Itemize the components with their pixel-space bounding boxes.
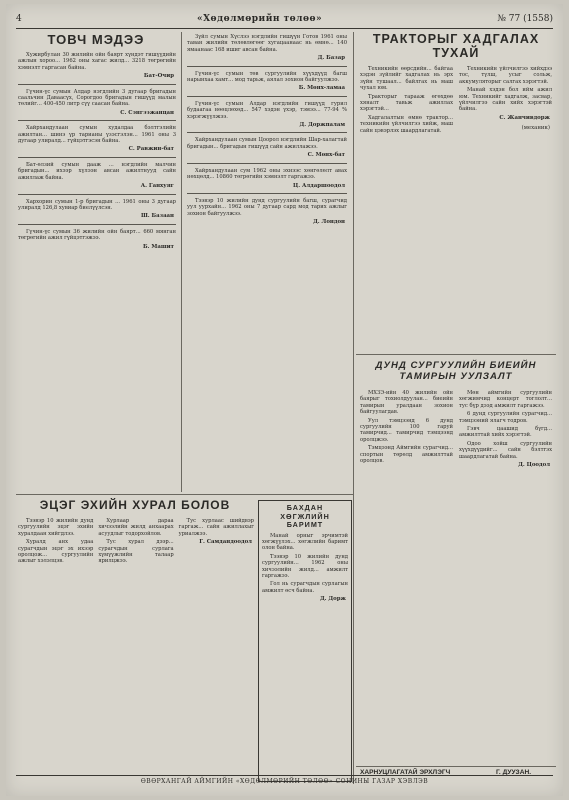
article-author: Г. Самдандоодол xyxy=(199,539,252,546)
divider xyxy=(187,66,347,67)
article-paragraph: Тээвэр 10 жилийн дунд сургуулийн эцэг эхийн хуралдаан хийгдлээ. xyxy=(18,518,94,537)
news-item: Хужирбулан 30 жилийн ойн баярт хүндэт гишүүдийн ажлын хороо... 1962 оны хагас жилд... 3218 төгрөгийн хэмнэлт гаргасан байна. xyxy=(18,52,176,71)
article-paragraph: Мөн аймгийн сургуулийн хөгжимчид концерт тоглолт... тус бүр дээд амжилт гаргажээ. xyxy=(459,390,552,409)
page-footer: ӨВӨРХАНГАЙ АЙМГИЙН «ХӨДӨЛМӨРИЙН ТӨЛӨӨ» СОНИНЫ ГАЗАР ХЭВЛЭВ xyxy=(16,775,553,788)
news-item: Тээвэр 10 жилийн дунд сургуулийн багш, сурагчид уул уурхайн... 1962 оны 7 дугаар сард мод тарих ажлыг зохион байгуулжээ. xyxy=(187,197,347,217)
column-rule xyxy=(353,32,354,784)
article-author: Д. Дорж xyxy=(319,596,346,603)
article-paragraph: Манай орныг эрчимтэй хөгжүүлэх... хөгжлийн баримт олон байна. xyxy=(262,532,348,552)
tovch-medee-column xyxy=(18,52,176,490)
newspaper-title: «Хөдөлмөрийн төлөө» xyxy=(196,14,323,24)
news-item: Гүчин-үс сумын Алдар нэгдлийн 3 дугаар бригадын саальчин Даваасүх, Сорогдоо бригадын гишүүд малын төлийг... 400-450 литр сүү саасан байна. xyxy=(18,88,176,108)
news-item: Зүйл сумын Хүслээ нэгдлийн гишүүн Готов 1961 оны таван жилийн төлөвлөгөөг хугацаанаас нь өмнө... 140 ямаанаас 168 ишиг авсан байна. xyxy=(187,34,347,53)
divider xyxy=(18,224,176,225)
middle-news-column xyxy=(187,34,347,490)
article-paragraph: Тэмцээнд Аймгийн сурагчид... спортын төрөлд амжилттай оролцов. xyxy=(360,445,453,465)
news-author: С. Мөнх-бат xyxy=(307,152,345,159)
article-paragraph: МХЗЭ-ийн 40 жилийн ойн баярыг тохиолдуулан... биеийн тамирын уралдаан зохион байгуулагдав. xyxy=(360,390,453,416)
news-author: С. Сэнгээжанцан xyxy=(120,109,174,116)
news-item: Хайрхандулаан сумын Цоорол нэгдлийн Шар-халагтай бригадын... бригадын гишүүд сайн ажиллажээ. xyxy=(187,137,347,150)
news-author: Бат-Очир xyxy=(143,73,174,80)
article-paragraph: Хадгалалтын өмнө трактор... техникийн үйлчилгээ хийж, маш сайн цэвэрлэх шаардлагатай. xyxy=(360,114,453,134)
news-author: Ц. Алдаршоодол xyxy=(293,182,345,189)
article-paragraph: Манай хэдэн бол ийм ажил юм. Техникийг хадгалж, засвар, үйлчилгээ сайн хийх хэрэгтэй байна. xyxy=(459,87,552,113)
school-article-title: ДУНД СУРГУУЛИЙН БИЕИЙН ТАМИРЫН УУЛЗАЛТ xyxy=(375,360,537,382)
article-author-role: (механик) xyxy=(521,125,550,132)
news-author: Ш. Базаан xyxy=(140,213,174,220)
eaeg-article-body xyxy=(18,518,254,780)
news-author: Д. Базар xyxy=(317,55,345,62)
article-paragraph: Тээвэр 10 жилийн дунд сургуулийн... 1962 оны хичээлийн жилд... амжилт гаргажээ. xyxy=(262,553,348,579)
article-paragraph: Хурлаар дараа хичээлийн жилд анхаарах асуудлыг тодорхойлов. xyxy=(98,518,174,537)
section-rule xyxy=(356,354,556,355)
news-author: Б. Мөнх-ламаа xyxy=(298,85,345,92)
article-author: С. Жанчивдорж xyxy=(499,114,550,121)
divider xyxy=(187,193,347,194)
news-item: Гүчин-үс сумын төв сургуулийн хүүхдүүд багш нарынхаа хамт... мод тарьж, аялал зохион байгуулжээ. xyxy=(187,70,347,84)
article-paragraph: Хуралд анх удаа сурагчдын эцэг эх ихээр оролцож... сургуулийн ажлыг хэлэлцэв. xyxy=(18,539,94,565)
divider xyxy=(187,132,347,133)
article-paragraph: Одоо хойш сургуулийн хүүхдүүдийг... сайн бэлтгэх шаардлагатай байна. xyxy=(459,440,552,460)
article-paragraph: Тус хурал дээр... сурагчдын сурлага хүмүүжлийн талаар ярилцжээ. xyxy=(98,539,174,565)
article-paragraph: Техникийн үйлчилгээ хийхдээ тос, түлш, усыг сольж, аккумуляторыг салгах хэрэгтэй. xyxy=(459,66,552,85)
divider xyxy=(18,84,176,85)
news-author: С. Равжин-бат xyxy=(128,146,174,153)
article-paragraph: 6 дунд сургуулийн сурагчид... тэмцээний ялагч тодров. xyxy=(459,411,552,424)
tractor-article-body xyxy=(360,66,552,366)
news-item: Хайрхандулаан сумын худалдаа бэлтгэлийн ажилтан... шинэ үр тарианы үзэсгэлэн... 1961 оны 3 дугаар улиралд... гүйцэтгэсэн байна. xyxy=(18,125,176,145)
divider xyxy=(187,163,347,164)
section-rule xyxy=(16,494,353,495)
page-header xyxy=(16,12,553,29)
editor-label: ХАРНУЦЛАГАТАЙ ЭРХЛЭГЧ xyxy=(360,769,451,776)
news-item: Хайрхандулаан сум 1962 оны эхнээс хөнгөлөлт авах нөхцөлд... 10860 төгрөгийн хэмнэлт гаргажээ. xyxy=(187,167,347,181)
bahdai-article-body xyxy=(262,533,348,603)
divider xyxy=(18,120,176,121)
news-author: Б. Машит xyxy=(143,243,174,250)
news-item: Бат-өлзий сумын дааж ... нэгдлийн малчин бригадын... ихээр хүлээн авсан ажилтнууд сайн ажиллаж байна. xyxy=(18,161,176,181)
newspaper-page xyxy=(6,4,563,796)
news-item: Гүчин-үс сумын 36 жилийн ойн баярт... 660 мянган төгрөгийн ажил гүйцэтгэжээ. xyxy=(18,228,176,242)
page-number: 4 xyxy=(16,14,22,24)
editor-name: Г. ДУУЗАН. xyxy=(496,769,532,776)
article-paragraph: Тракторыг тарааж өгөхдөө хяналт тавьж ажиллах хэрэгтэй... xyxy=(360,93,453,113)
news-author: Д. Доржпалам xyxy=(299,122,345,129)
article-paragraph: Гэвч цаашид бүгд... амжилттай хийх хэрэгтэй. xyxy=(459,426,552,439)
school-article-body xyxy=(360,390,552,760)
divider xyxy=(18,194,176,195)
bahdai-article-title: БАХДАН ХӨГЖЛИЙН БАРИМТ xyxy=(280,503,330,529)
news-item: Хархорин сумын 1-р бригадын ... 1961 оны 3 дугаар улиралд 126,8 хувиар биелүүлсэн. xyxy=(18,198,176,211)
section-rule xyxy=(356,766,556,767)
article-paragraph: Уул тэмцээнд 6 дунд сургуулийн 100 гаруй тамирчид... тамирчид тэмцээнд оролцжээ. xyxy=(360,417,453,443)
column-rule xyxy=(181,32,182,492)
divider xyxy=(18,157,176,158)
article-paragraph: Тус хурлаас шийдвэр гаргаж... сайн ажиллахыг уриалжээ. xyxy=(178,518,254,537)
tractor-article-title: ТРАКТОРЫГ ХАДГАЛАХ ТУХАЙ xyxy=(372,32,540,60)
news-author: А. Ганхуяг xyxy=(140,183,174,190)
divider xyxy=(187,96,347,97)
news-author: Д. Лондон xyxy=(313,219,345,226)
article-author: Д. Цоодол xyxy=(518,462,550,469)
article-paragraph: Гол нь сурагчдын сурлагын амжилт өсч байна. xyxy=(262,581,348,594)
bahdai-box xyxy=(258,500,352,782)
issue-number: № 77 (1558) xyxy=(497,14,553,24)
article-paragraph: Техникийн өөрсдийн... байгаа хэдэн зүйлийг хадгалах нь эрх зүйн тушаал... байлгах нь маш чухал юм. xyxy=(360,66,453,92)
eaeg-article-title: ЭЦЭГ ЭХИЙН ХУРАЛ БОЛОВ xyxy=(39,498,231,512)
news-item: Гүчин-үс сумын Алдар нэгдлийн гишүүд гурил будаагаа нөөцлөхөд... 547 хэдэн үхэр, тэмээ... 77-94 % хэрэгжүүлжээ. xyxy=(187,100,347,120)
tovch-medee-title: ТОВЧ МЭДЭЭ xyxy=(47,32,145,47)
